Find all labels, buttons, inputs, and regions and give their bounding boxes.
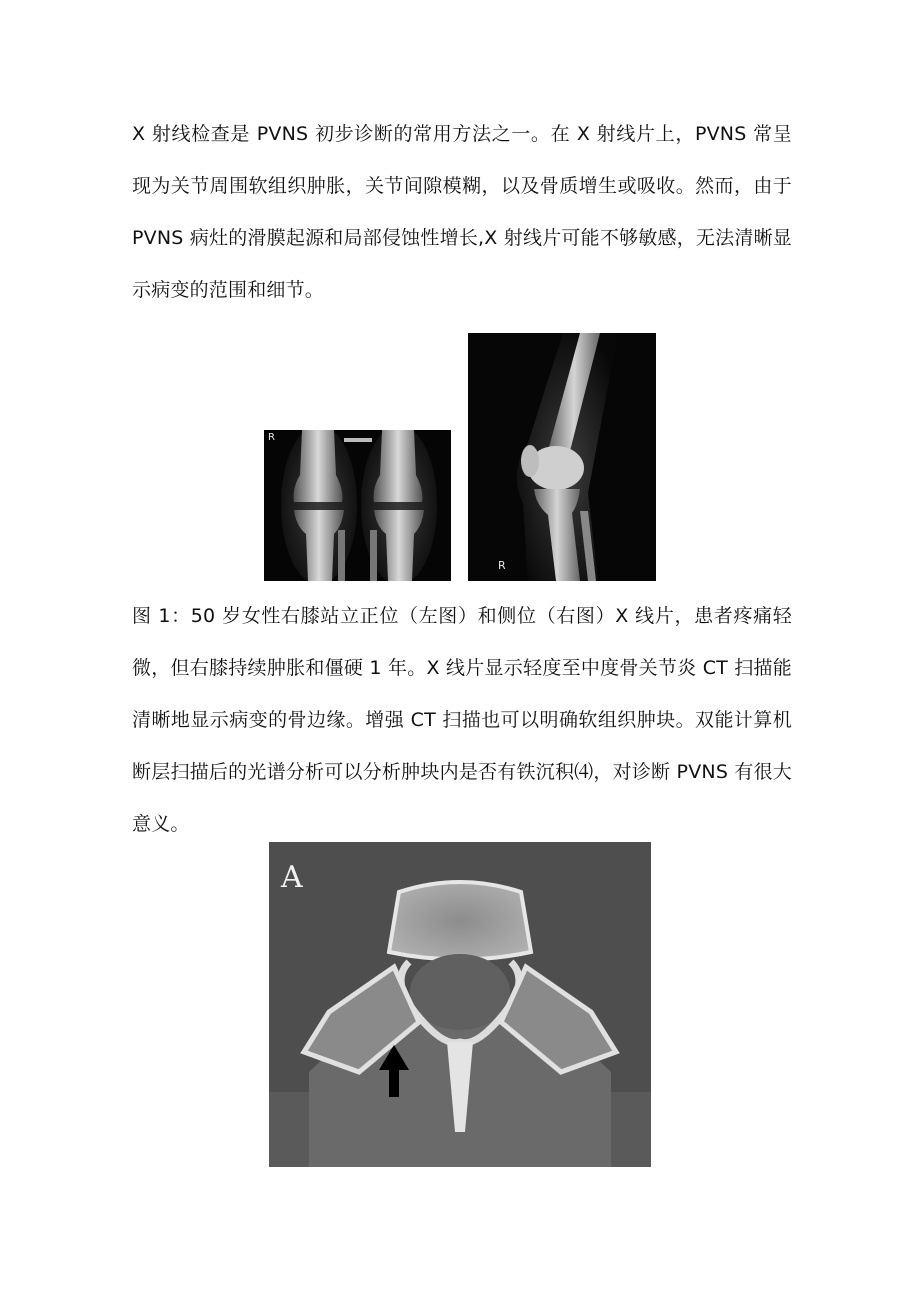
ct-panel-label: A	[281, 860, 303, 895]
figure-1-caption: 图 1：50 岁女性右膝站立正位（左图）和侧位（右图）X 线片，患者疼痛轻微，但右膝持续肿胀和僵硬 1 年。X 线片显示轻度至中度骨关节炎 CT 扫描能清晰地显示病变的骨边缘。增强 CT 扫描也可以明确软组织肿块。双能计算机断层扫描后的光谱分析可以分析肿块内是否有铁沉积⑷，对诊断 PVNS 有很大意义。	[132, 605, 792, 835]
xray-side-marker: R	[498, 559, 506, 572]
spine-ct-scan-image	[269, 842, 651, 1167]
intro-paragraph: X 射线检查是 PVNS 初步诊断的常用方法之一。在 X 射线片上，PVNS 常呈现为关节周围软组织肿胀，关节间隙模糊，以及骨质增生或吸收。然而，由于 PVNS 病灶的滑膜起源和局部侵蚀性增长,X 射线片可能不够敏感，无法清晰显示病变的范围和细节。	[132, 123, 792, 301]
xray-side-marker: R	[268, 432, 275, 443]
knee-xray-lateral-image	[468, 333, 656, 581]
knee-xray-frontal-image	[264, 430, 451, 581]
